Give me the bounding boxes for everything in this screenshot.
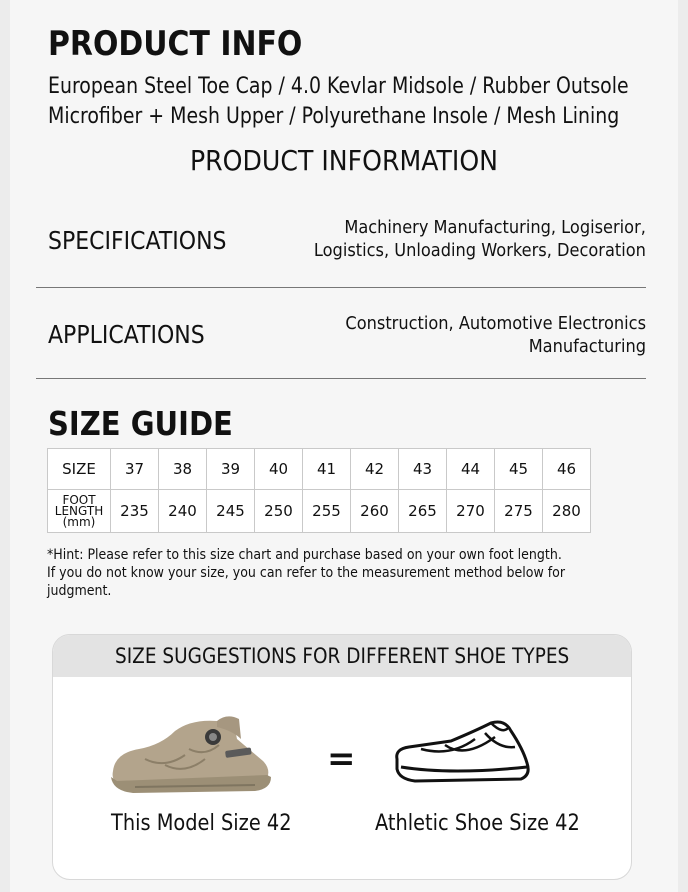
length-cell: 265 — [399, 490, 447, 533]
length-cell: 270 — [447, 490, 495, 533]
size-guide-title: SIZE GUIDE — [48, 404, 233, 443]
foot-length-header-line: (mm) — [62, 514, 96, 529]
equals-sign: = — [327, 739, 356, 779]
product-materials-line-1: European Steel Toe Cap / 4.0 Kevlar Midsole / Rubber Outsole — [48, 74, 629, 99]
foot-length-row — [48, 490, 591, 533]
length-cell: 240 — [159, 490, 207, 533]
size-chart-table — [47, 448, 591, 533]
size-hint-line-2: If you do not know your size, you can refer to the measurement method below for — [47, 565, 566, 581]
specifications-value — [314, 216, 646, 262]
length-cell: 275 — [495, 490, 543, 533]
size-cell: 43 — [399, 449, 447, 490]
specifications-value-line-1: Machinery Manufacturing, Logiserior, — [344, 217, 646, 238]
size-suggestion-header — [53, 635, 631, 677]
specifications-value-line-2: Logistics, Unloading Workers, Decoration — [313, 240, 646, 261]
work-shoe-image — [105, 709, 275, 801]
product-info-title: PRODUCT INFO — [48, 24, 303, 64]
size-cell: 45 — [495, 449, 543, 490]
length-cell: 245 — [207, 490, 255, 533]
product-materials-line-2: Microfiber + Mesh Upper / Polyurethane Insole / Mesh Lining — [48, 104, 620, 129]
size-cell: 38 — [159, 449, 207, 490]
size-suggestion-card — [52, 634, 632, 880]
length-cell: 260 — [351, 490, 399, 533]
specifications-label: SPECIFICATIONS — [48, 226, 227, 255]
size-hint-line-3: judgment. — [47, 583, 112, 599]
size-hint-line-1: *Hint: Please refer to this size chart and purchase based on your own foot length. — [47, 547, 562, 563]
size-cell: 37 — [111, 449, 159, 490]
applications-label: APPLICATIONS — [48, 320, 205, 349]
size-row — [48, 449, 591, 490]
foot-length-header-cell — [48, 490, 111, 533]
applications-value-line-2: Manufacturing — [528, 336, 646, 357]
this-model-size-caption: This Model Size 42 — [111, 811, 292, 836]
foot-length-header-line: LENGTH — [54, 503, 104, 518]
size-hint — [47, 546, 565, 600]
size-cell: 44 — [447, 449, 495, 490]
size-cell: 42 — [351, 449, 399, 490]
size-cell: 40 — [255, 449, 303, 490]
size-cell: 41 — [303, 449, 351, 490]
divider — [36, 378, 646, 379]
applications-value-line-1: Construction, Automotive Electronics — [345, 313, 646, 334]
length-cell: 250 — [255, 490, 303, 533]
length-cell: 255 — [303, 490, 351, 533]
applications-value — [345, 312, 646, 358]
length-cell: 280 — [543, 490, 591, 533]
size-header-cell: SIZE — [48, 449, 111, 490]
size-cell: 46 — [543, 449, 591, 490]
size-cell: 39 — [207, 449, 255, 490]
length-cell: 235 — [111, 490, 159, 533]
divider — [36, 287, 646, 288]
size-suggestion-title: SIZE SUGGESTIONS FOR DIFFERENT SHOE TYPES — [114, 644, 570, 668]
product-page — [10, 0, 678, 892]
product-information-heading: PRODUCT INFORMATION — [189, 144, 499, 177]
foot-length-header-line: FOOT — [62, 492, 96, 507]
athletic-shoe-size-caption: Athletic Shoe Size 42 — [375, 811, 580, 836]
athletic-shoe-icon — [391, 719, 535, 791]
